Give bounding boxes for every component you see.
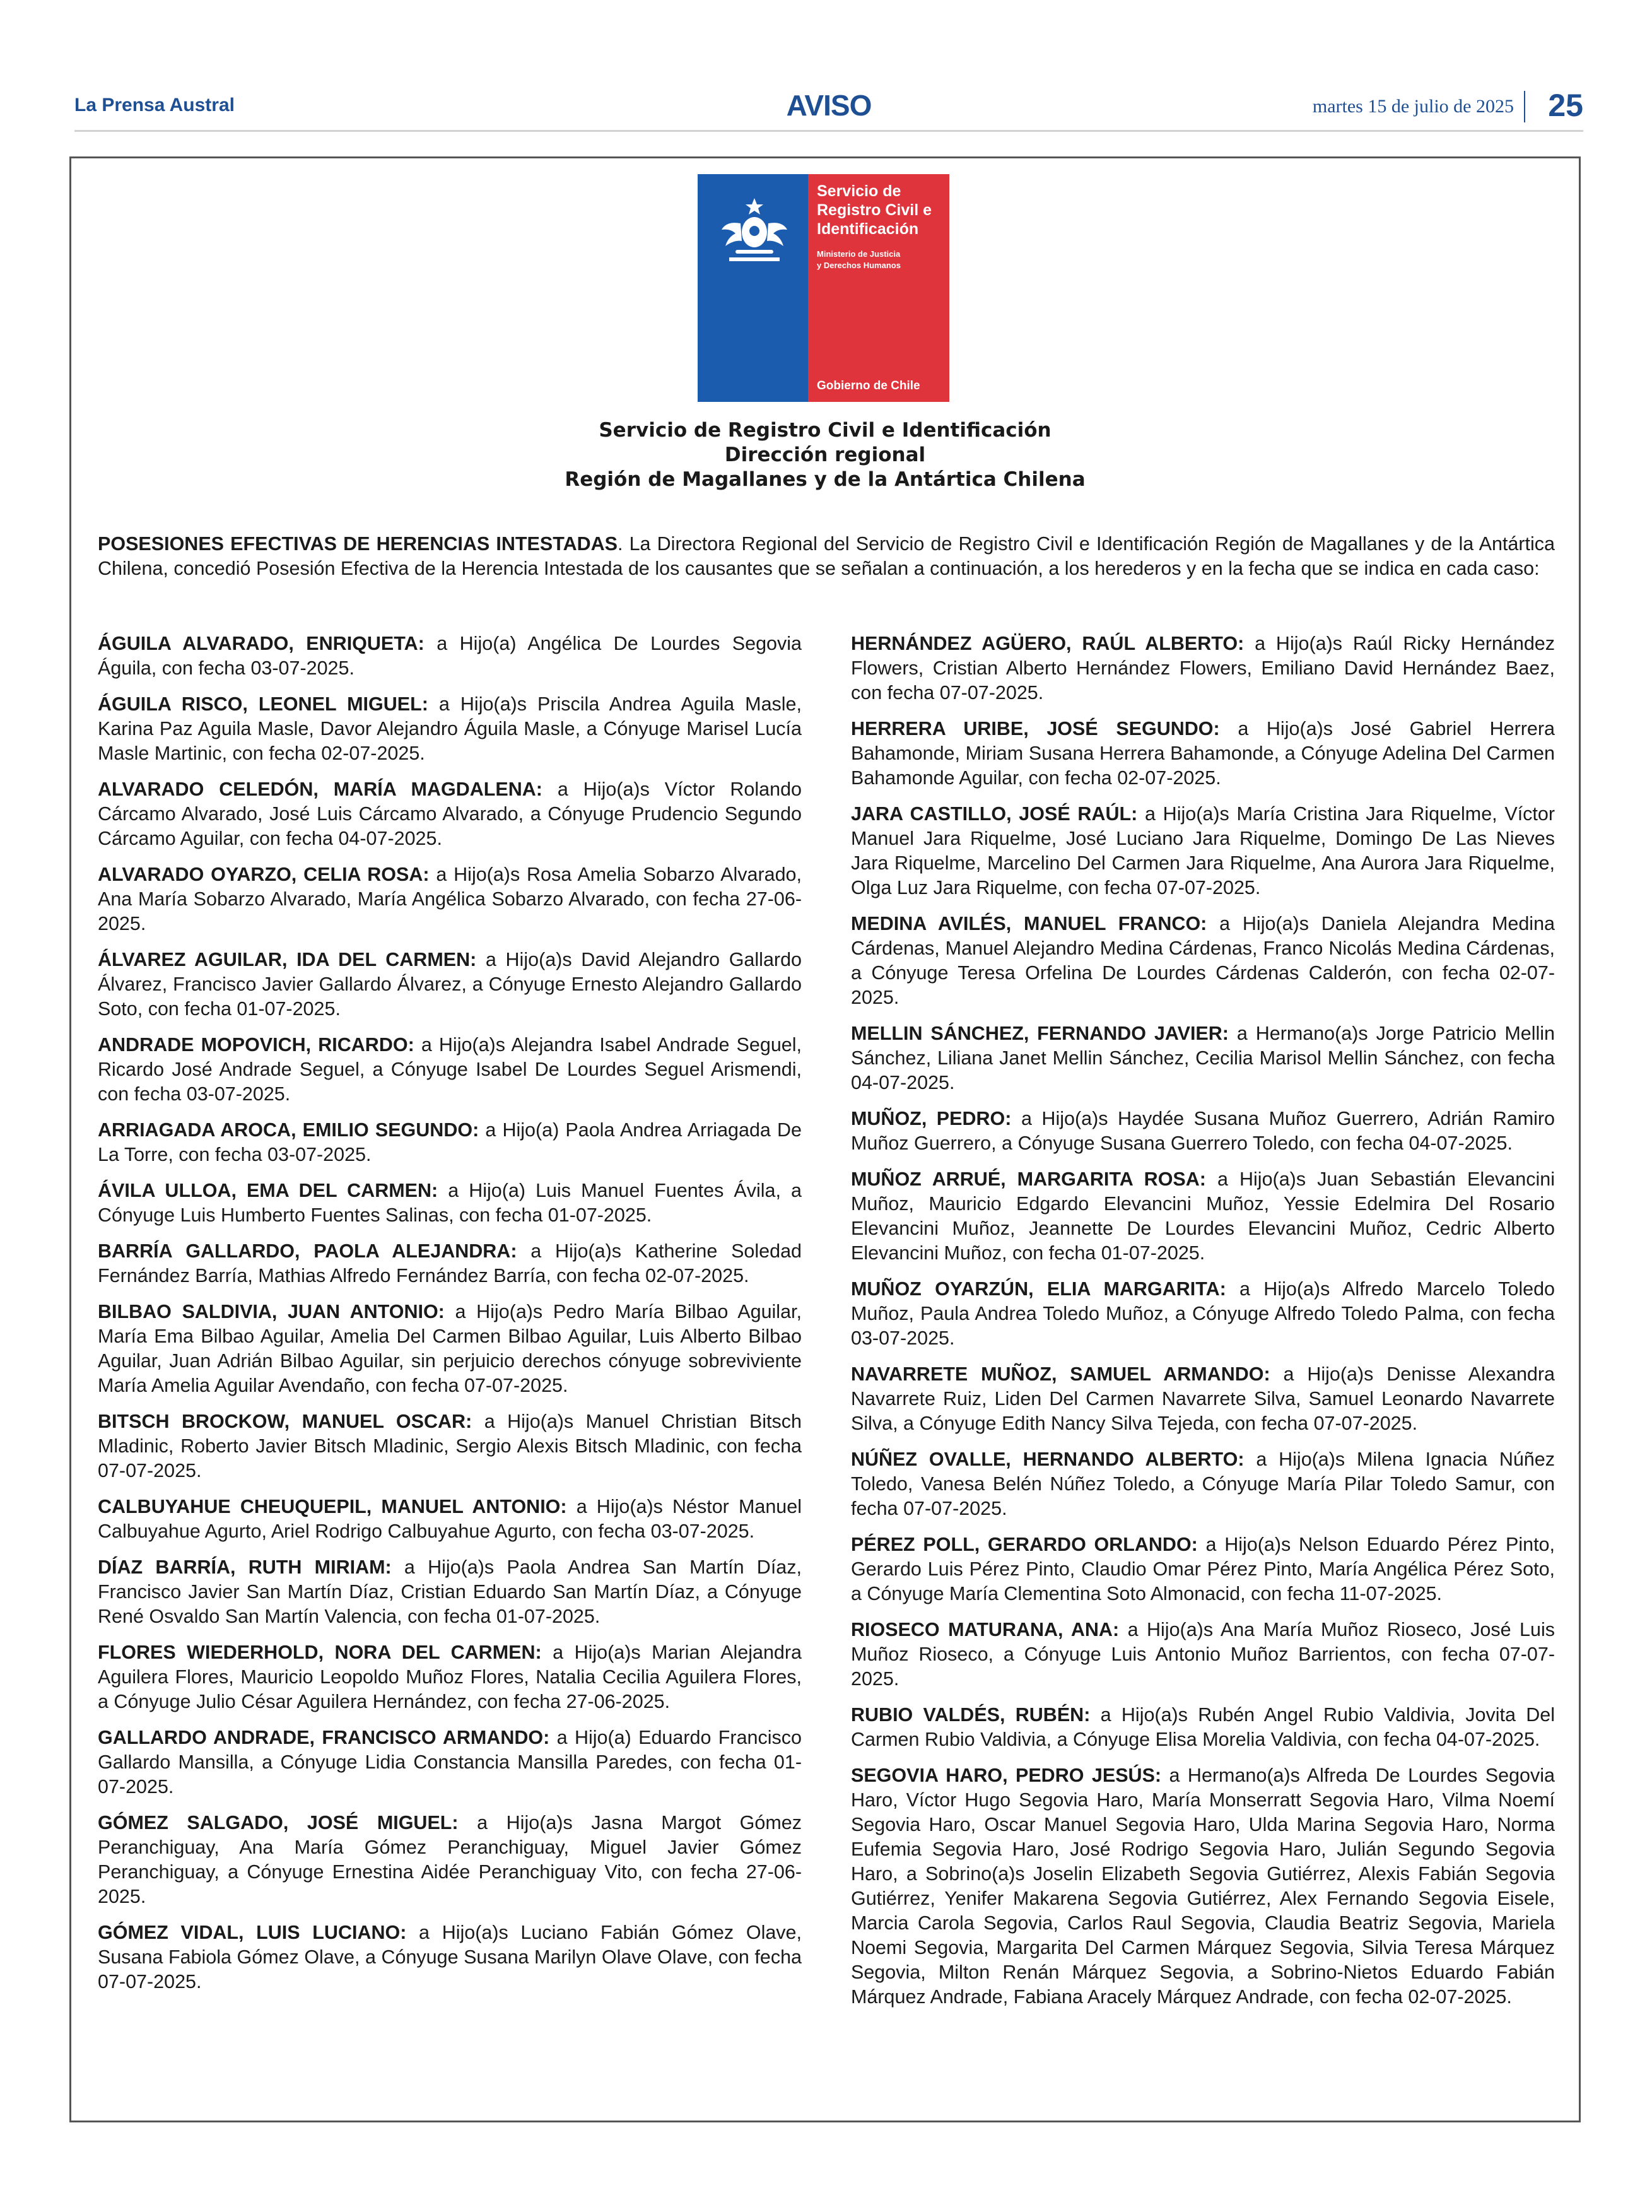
heirs-text: a Hijo(a) Luis Manuel Fuentes Ávila, a Cónyuge Luis Humberto Fuentes Salinas, con fecha 01-07-2025. [98, 1180, 802, 1226]
estate-entry [98, 777, 802, 851]
heirs-text: a Hijo(a)s Daniela Alejandra Medina Cárdenas, Manuel Alejandro Medina Cárdenas, Franco Nicolás Medina Cárdenas, a Cónyuge Teresa Orfelina De Lourdes Cárdenas Calderón, con fecha 02-07-2025. [851, 913, 1555, 1008]
estate-entry [851, 1167, 1555, 1266]
registro-civil-logo [698, 174, 949, 402]
logo-ministry: Ministerio de Justicia y Derechos Humanos [817, 249, 901, 270]
heirs-text: a Hijo(a)s Alejandra Isabel Andrade Seguel, Ricardo José Andrade Seguel, a Cónyuge Isabel De Lourdes Seguel Arismendi, con fecha 03-07-2025. [98, 1034, 802, 1105]
deceased-name: HERRERA URIBE, JOSÉ SEGUNDO: [851, 718, 1220, 739]
estate-entry [98, 862, 802, 936]
estate-entry [98, 1300, 802, 1398]
heirs-text: a Hijo(a)s Katherine Soledad Fernández Barría, Mathias Alfredo Fernández Barría, con fecha 02-07-2025. [98, 1240, 802, 1286]
deceased-name: ÁVILA ULLOA, EMA DEL CARMEN: [98, 1180, 438, 1201]
heirs-text: a Hijo(a) Paola Andrea Arriagada De La Torre, con fecha 03-07-2025. [98, 1119, 802, 1165]
deceased-name: RIOSECO MATURANA, ANA: [851, 1619, 1120, 1640]
estate-entry [98, 1726, 802, 1799]
heirs-text: a Hijo(a)s Juan Sebastián Elevancini Muñoz, Mauricio Edgardo Elevancini Muñoz, Yessie Edelmira Del Rosario Elevancini Muñoz, Jeannette De Lourdes Elevancini Muñoz, Cedric Alberto Elevancini Muñoz, con fecha 01-07-2025. [851, 1168, 1555, 1264]
heirs-text: a Hijo(a)s Néstor Manuel Calbuyahue Agurto, Ariel Rodrigo Calbuyahue Agurto, con fecha 03-07-2025. [98, 1496, 802, 1542]
deceased-name: MUÑOZ ARRUÉ, MARGARITA ROSA: [851, 1168, 1206, 1190]
section-title: AVISO [786, 89, 872, 122]
heirs-text: a Hijo(a)s Nelson Eduardo Pérez Pinto, Gerardo Luis Pérez Pinto, Claudio Omar Pérez Pinto, María Angélica Pérez Soto, a Cónyuge María Clementina Soto Almonacid, con fecha 11-07-2025. [851, 1534, 1555, 1604]
estate-entry [98, 1811, 802, 1909]
issue-date: martes 15 de julio de 2025 [1312, 96, 1514, 117]
estate-entry [98, 1239, 802, 1288]
heirs-text: a Hijo(a)s Priscila Andrea Aguila Masle, Karina Paz Aguila Masle, Davor Alejandro Águila Masle, a Cónyuge Marisel Lucía Masle Martinic, con fecha 02-07-2025. [98, 693, 802, 764]
legal-notice-box [69, 156, 1581, 2122]
deceased-name: ARRIAGADA AROCA, EMILIO SEGUNDO: [98, 1119, 479, 1141]
deceased-name: CALBUYAHUE CHEUQUEPIL, MANUEL ANTONIO: [98, 1496, 567, 1517]
deceased-name: GÓMEZ SALGADO, JOSÉ MIGUEL: [98, 1812, 459, 1833]
deceased-name: ÁLVAREZ AGUILAR, IDA DEL CARMEN: [98, 949, 477, 970]
deceased-name: BITSCH BROCKOW, MANUEL OSCAR: [98, 1411, 472, 1432]
estate-entry [98, 632, 802, 681]
heirs-text: a Hijo(a)s Denisse Alexandra Navarrete Ruiz, Liden Del Carmen Navarrete Silva, Samuel Leonardo Navarrete Silva, a Cónyuge Edith Nancy Silva Tejeda, con fecha 07-07-2025. [851, 1363, 1555, 1434]
entries-column-right [851, 632, 1555, 2021]
intro-title: POSESIONES EFECTIVAS DE HERENCIAS INTESTADAS [98, 533, 618, 555]
heading-line: Dirección regional [724, 444, 926, 466]
heirs-text: a Hermano(a)s Alfreda De Lourdes Segovia Haro, Víctor Hugo Segovia Haro, María Monserratt Segovia Haro, Vilma Noemí Segovia Haro, Oscar Manuel Segovia Haro, Ulda Marina Segovia Haro, Norma Eufemia Segovia Haro, José Rodrigo Segovia Haro, Julián Segundo Segovia Haro, a Sobrino(a)s Joselin Elizabeth Segovia Gutiérrez, Alexis Fabián Segovia Gutiérrez, Yenifer Makarena Segovia Gutiérrez, Alex Fernando Segovia Eisele, Marcia Carola Segovia, Carlos Raul Segovia, Claudia Beatriz Segovia, Mariela Noemi Segovia, Margarita Del Carmen Márquez Segovia, Silvia Teresa Márquez Segovia, Milton Renán Márquez Segovia, a Sobrino-Nietos Eduardo Fabián Márquez Andrade, Fabiana Aracely Márquez Andrade, con fecha 02-07-2025. [851, 1765, 1555, 2008]
heirs-text: a Hijo(a)s Haydée Susana Muñoz Guerrero, Adrián Ramiro Muñoz Guerrero, a Cónyuge Susana Guerrero Toledo, con fecha 04-07-2025. [851, 1108, 1555, 1154]
heirs-text: a Hijo(a)s Alfredo Marcelo Toledo Muñoz, Paula Andrea Toledo Muñoz, a Cónyuge Alfredo Toledo Palma, con fecha 03-07-2025. [851, 1278, 1555, 1349]
heirs-text: a Hijo(a) Eduardo Francisco Gallardo Mansilla, a Cónyuge Lidia Constancia Mansilla Paredes, con fecha 01-07-2025. [98, 1727, 802, 1797]
heirs-text: a Hijo(a)s Ana María Muñoz Rioseco, José Luis Muñoz Rioseco, a Cónyuge Luis Antonio Muñoz Barrientos, con fecha 07-07-2025. [851, 1619, 1555, 1690]
heirs-text: a Hijo(a)s Marian Alejandra Aguilera Flores, Mauricio Leopoldo Muñoz Flores, Natalia Cecilia Aguilera Flores, a Cónyuge Julio César Aguilera Hernández, con fecha 27-06-2025. [98, 1642, 802, 1712]
deceased-name: RUBIO VALDÉS, RUBÉN: [851, 1704, 1091, 1726]
heirs-text: a Hijo(a)s Rubén Angel Rubio Valdivia, Jovita Del Carmen Rubio Valdivia, a Cónyuge Elisa Morelia Valdivia, con fecha 04-07-2025. [851, 1704, 1555, 1750]
heading-line: Servicio de Registro Civil e Identificación [599, 419, 1052, 442]
estate-entry [851, 1618, 1555, 1691]
estate-entry [98, 1495, 802, 1544]
estate-entry [98, 1555, 802, 1629]
deceased-name: NÚÑEZ OVALLE, HERNANDO ALBERTO: [851, 1449, 1245, 1470]
deceased-name: GALLARDO ANDRADE, FRANCISCO ARMANDO: [98, 1727, 550, 1748]
entries-column-left [98, 632, 802, 2006]
estate-entry [98, 948, 802, 1021]
deceased-name: JARA CASTILLO, JOSÉ RAÚL: [851, 803, 1138, 825]
deceased-name: MELLIN SÁNCHEZ, FERNANDO JAVIER: [851, 1023, 1229, 1044]
estate-entry [851, 1362, 1555, 1436]
estate-entry [851, 717, 1555, 791]
estate-entry [851, 802, 1555, 900]
deceased-name: ANDRADE MOPOVICH, RICARDO: [98, 1034, 414, 1056]
logo-red-panel [808, 174, 949, 402]
logo-service-name: Servicio de Registro Civil e Identificación [817, 182, 932, 238]
heirs-text: a Hijo(a)s José Gabriel Herrera Bahamonde, Miriam Susana Herrera Bahamonde, a Cónyuge Adelina Del Carmen Bahamonde Aguilar, con fecha 02-07-2025. [851, 718, 1555, 789]
deceased-name: SEGOVIA HARO, PEDRO JESÚS: [851, 1765, 1162, 1786]
chile-coat-of-arms-icon [710, 192, 799, 268]
notice-heading [71, 418, 1579, 492]
heirs-text: a Hijo(a)s Milena Ignacia Núñez Toledo, Vanesa Belén Núñez Toledo, a Cónyuge María Pilar Toledo Samur, con fecha 07-07-2025. [851, 1449, 1555, 1519]
logo-blue-panel [698, 174, 808, 402]
estate-entry [851, 912, 1555, 1010]
logo-government: Gobierno de Chile [817, 379, 920, 392]
estate-entry [851, 1447, 1555, 1521]
deceased-name: PÉREZ POLL, GERARDO ORLANDO: [851, 1534, 1198, 1555]
estate-entry [851, 1107, 1555, 1156]
heirs-text: a Hijo(a)s David Alejandro Gallardo Álvarez, Francisco Javier Gallardo Álvarez, a Cónyuge Ernesto Alejandro Gallardo Soto, con fecha 01-07-2025. [98, 949, 802, 1020]
page-masthead [74, 88, 1583, 132]
heirs-text: a Hijo(a)s Manuel Christian Bitsch Mladinic, Roberto Javier Bitsch Mladinic, Sergio Alexis Bitsch Mladinic, con fecha 07-07-2025. [98, 1411, 802, 1481]
deceased-name: FLORES WIEDERHOLD, NORA DEL CARMEN: [98, 1642, 542, 1663]
estate-entry [98, 1921, 802, 1994]
deceased-name: MUÑOZ, PEDRO: [851, 1108, 1012, 1129]
estate-entry [851, 1021, 1555, 1095]
estate-entry [851, 1763, 1555, 2009]
deceased-name: BARRÍA GALLARDO, PAOLA ALEJANDRA: [98, 1240, 517, 1262]
deceased-name: MUÑOZ OYARZÚN, ELIA MARGARITA: [851, 1278, 1226, 1300]
notice-intro [98, 532, 1555, 581]
heirs-text: a Hijo(a)s Pedro María Bilbao Aguilar, María Ema Bilbao Aguilar, Amelia Del Carmen Bilbao Aguilar, Luis Alberto Bilbao Aguilar, Juan Adrián Bilbao Aguilar, sin perjuicio derechos cónyuge sobreviviente María Amelia Aguilar Avendaño, con fecha 07-07-2025. [98, 1301, 802, 1396]
heirs-text: a Hijo(a)s Paola Andrea San Martín Díaz, Francisco Javier San Martín Díaz, Cristian Eduardo San Martín Díaz, a Cónyuge René Osvaldo San Martín Valencia, con fecha 01-07-2025. [98, 1556, 802, 1627]
heirs-text: a Hijo(a)s Rosa Amelia Sobarzo Alvarado, Ana María Sobarzo Alvarado, María Angélica Sobarzo Alvarado, con fecha 27-06-2025. [98, 864, 802, 934]
estate-entry [851, 632, 1555, 705]
deceased-name: BILBAO SALDIVIA, JUAN ANTONIO: [98, 1301, 445, 1322]
estate-entry [98, 1033, 802, 1107]
heirs-text: a Hijo(a)s Víctor Rolando Cárcamo Alvarado, José Luis Cárcamo Alvarado, a Cónyuge Prudencio Segundo Cárcamo Aguilar, con fecha 04-07-2025. [98, 779, 802, 849]
estate-entry [851, 1703, 1555, 1752]
deceased-name: GÓMEZ VIDAL, LUIS LUCIANO: [98, 1922, 407, 1943]
heirs-text: a Hermano(a)s Jorge Patricio Mellin Sánchez, Liliana Janet Mellin Sánchez, Cecilia Marisol Mellin Sánchez, con fecha 04-07-2025. [851, 1023, 1555, 1093]
deceased-name: HERNÁNDEZ AGÜERO, RAÚL ALBERTO: [851, 633, 1245, 654]
estate-entry [98, 1640, 802, 1714]
heirs-text: a Hijo(a)s Raúl Ricky Hernández Flowers, Cristian Alberto Hernández Flowers, Emiliano David Hernández Baez, con fecha 07-07-2025. [851, 633, 1555, 703]
heirs-text: a Hijo(a)s María Cristina Jara Riquelme, Víctor Manuel Jara Riquelme, José Luciano Jara Riquelme, Domingo De Las Nieves Jara Riquelme, Marcelino Del Carmen Jara Riquelme, Ana Aurora Jara Riquelme, Olga Luz Jara Riquelme, con fecha 07-07-2025. [851, 803, 1555, 898]
heirs-text: a Hijo(a) Angélica De Lourdes Segovia Águila, con fecha 03-07-2025. [98, 633, 802, 679]
deceased-name: ÁGUILA ALVARADO, ENRIQUETA: [98, 633, 425, 654]
estate-entry [98, 1409, 802, 1483]
heirs-text: a Hijo(a)s Luciano Fabián Gómez Olave, Susana Fabiola Gómez Olave, a Cónyuge Susana Marilyn Olave Olave, con fecha 07-07-2025. [98, 1922, 802, 1992]
deceased-name: ALVARADO CELEDÓN, MARÍA MAGDALENA: [98, 779, 542, 800]
deceased-name: MEDINA AVILÉS, MANUEL FRANCO: [851, 913, 1207, 934]
estate-entry [98, 692, 802, 766]
estate-entry [851, 1533, 1555, 1606]
page-number: 25 [1548, 88, 1583, 123]
date-divider [1524, 91, 1525, 122]
deceased-name: DÍAZ BARRÍA, RUTH MIRIAM: [98, 1556, 392, 1578]
heading-line: Región de Magallanes y de la Antártica Chilena [565, 468, 1086, 491]
estate-entry [98, 1118, 802, 1167]
deceased-name: NAVARRETE MUÑOZ, SAMUEL ARMANDO: [851, 1363, 1270, 1385]
intro-text: . La Directora Regional del Servicio de Registro Civil e Identificación Región de Magallanes y de la Antártica Chilena, concedió Posesión Efectiva de la Herencia Intestada de los causantes que se señalan a continuación, a los herederos y en la fecha que se indica en cada caso: [98, 533, 1555, 579]
deceased-name: ÁGUILA RISCO, LEONEL MIGUEL: [98, 693, 428, 715]
deceased-name: ALVARADO OYARZO, CELIA ROSA: [98, 864, 430, 885]
publication-name: La Prensa Austral [74, 95, 235, 115]
estate-entry [98, 1179, 802, 1228]
estate-entry [851, 1277, 1555, 1351]
heirs-text: a Hijo(a)s Jasna Margot Gómez Peranchiguay, Ana María Gómez Peranchiguay, Miguel Javier Gómez Peranchiguay, a Cónyuge Ernestina Aidée Peranchiguay Vito, con fecha 27-06-2025. [98, 1812, 802, 1907]
